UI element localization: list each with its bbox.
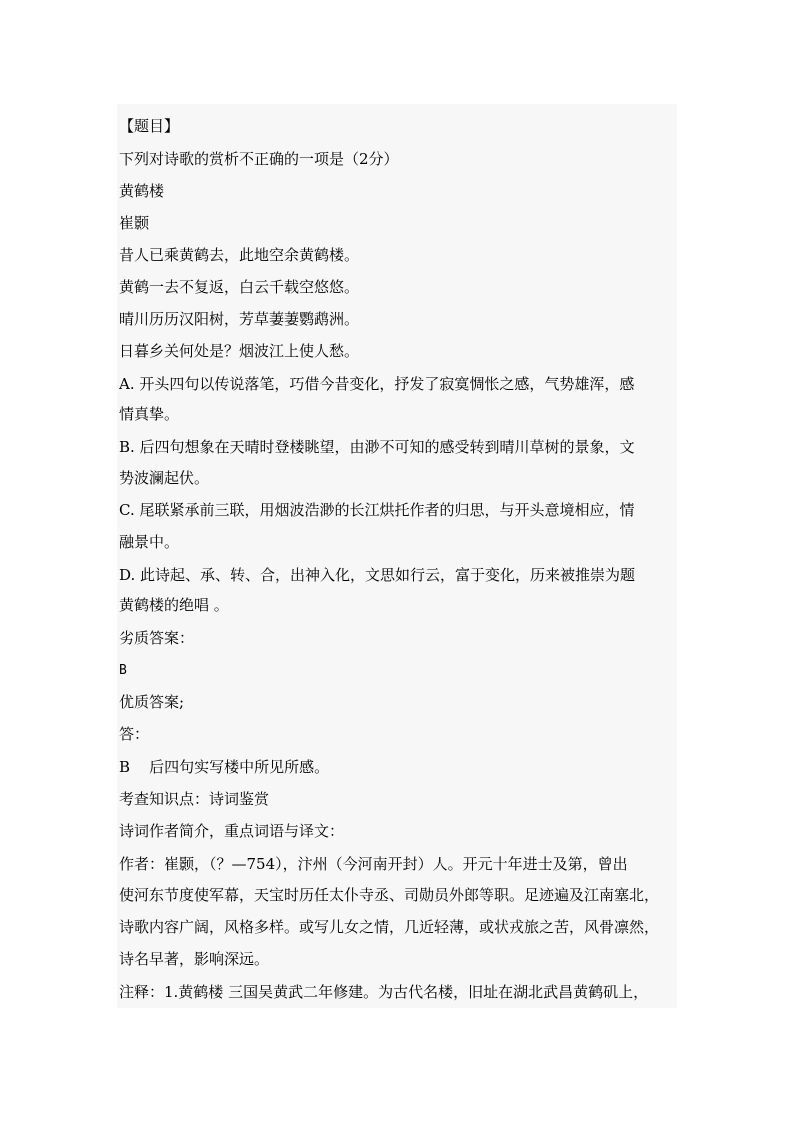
author-bio-line: 使河东节度使军幕，天宝时历任太仆寺丞、司勋员外郎等职。足迹遍及江南塞北， (119, 886, 660, 904)
poor-answer-value: B (119, 663, 127, 678)
author-bio-line: 诗名早著，影响深远。 (119, 950, 270, 968)
poor-answer-label: 劣质答案： (119, 629, 195, 647)
question-text: 下列对诗歌的赏析不正确的一项是（2分） (119, 150, 399, 168)
poem-line: 日暮乡关何处是？烟波江上使人愁。 (119, 342, 360, 360)
intro-heading: 诗词作者简介，重点词语与译文： (119, 822, 345, 840)
option-c-line2: 融景中。 (119, 533, 180, 551)
document-page (117, 104, 677, 1008)
poem-line: 昔人已乘黄鹤去，此地空余黄鹤楼。 (119, 246, 360, 264)
poem-author: 崔颢 (119, 214, 150, 232)
answer-text: B 后四句实写楼中所见所感。 (119, 758, 330, 776)
option-a-line2: 情真挚。 (119, 405, 180, 423)
question-heading: 【题目】 (119, 117, 180, 135)
answer-label: 答： (119, 725, 150, 743)
note-line: 注释：1.黄鹤楼 三国吴黄武二年修建。为古代名楼，旧址在湖北武昌黄鹤矶上， (119, 983, 649, 1001)
poem-line: 晴川历历汉阳树，芳草萋萋鹦鹉洲。 (119, 310, 360, 328)
author-bio-line: 诗歌内容广阔，风格多样。或写儿女之情，几近轻薄，或状戎旅之苦，风骨凛然， (119, 918, 660, 936)
good-answer-label: 优质答案; (119, 693, 185, 711)
poem-title: 黄鹤楼 (119, 182, 165, 200)
author-bio-line: 作者：崔颢，（？—754），汴州（今河南开封）人。开元十年进士及第，曾出 (119, 855, 628, 873)
option-a-line1: A. 开头四句以传说落笔，巧借今昔变化，抒发了寂寞惆怅之感，气势雄浑，感 (119, 375, 635, 393)
option-d-line2: 黄鹤楼的绝唱 。 (119, 596, 229, 614)
option-c-line1: C. 尾联紧承前三联，用烟波浩渺的长江烘托作者的归思，与开头意境相应，情 (119, 501, 635, 519)
knowledge-point: 考查知识点：诗词鉴赏 (119, 790, 270, 808)
option-d-line1: D. 此诗起、承、转、合，出神入化，文思如行云，富于变化，历来被推崇为题 (119, 566, 636, 584)
poem-line: 黄鹤一去不复返，白云千载空悠悠。 (119, 278, 360, 296)
option-b-line2: 势波澜起伏。 (119, 469, 210, 487)
option-b-line1: B. 后四句想象在天晴时登楼眺望，由渺不可知的感受转到晴川草树的景象，文 (119, 438, 635, 456)
